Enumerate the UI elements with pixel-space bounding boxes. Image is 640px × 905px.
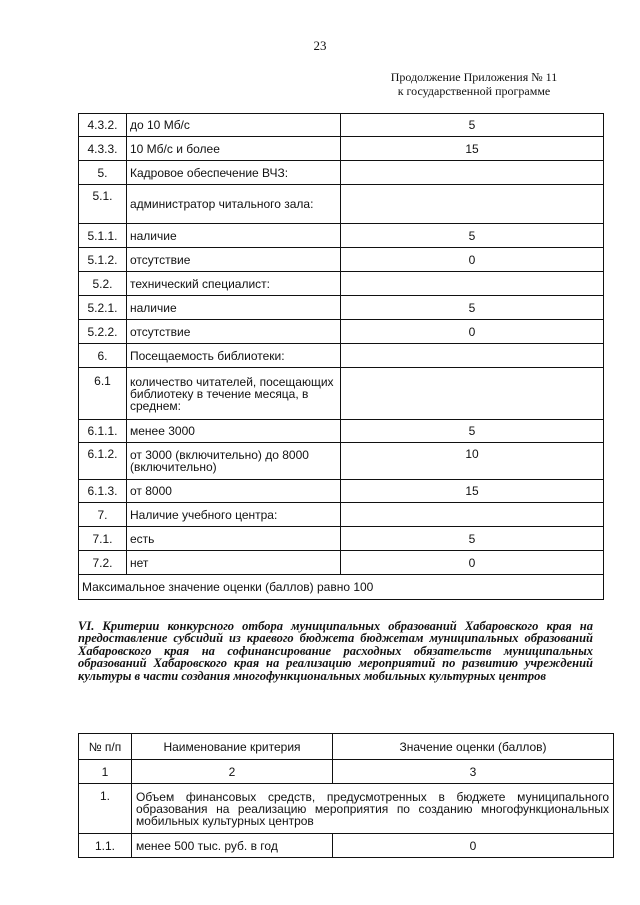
row-value (341, 161, 604, 185)
row-number: 5.1.1. (79, 224, 127, 248)
row-number: 5.2. (79, 272, 127, 296)
row-name: отсутствие (127, 248, 341, 272)
column-number-1: 1 (79, 760, 132, 784)
column-number-3: 3 (333, 760, 614, 784)
row-number: 1. (79, 784, 132, 834)
row-number: 1.1. (79, 834, 132, 858)
row-name: Кадровое обеспечение ВЧЗ: (127, 161, 341, 185)
row-number: 4.3.2. (79, 114, 127, 137)
row-name: отсутствие (127, 320, 341, 344)
row-name: менее 500 тыс. руб. в год (132, 834, 333, 858)
table-row (79, 224, 604, 248)
page-number: 23 (313, 38, 327, 53)
row-number: 5.1. (79, 185, 127, 224)
table-header-row (79, 734, 614, 760)
table-row (79, 272, 604, 296)
section-heading: VI. Критерии конкурсного отбора муниципальных образований Хабаровского края на предоставление субсидий из краевого бюджета бюджетам муниципальных образований Хабаровского края на софинансирование расходных обязательств муниципальных образований Хабаровского края на реализацию мероприятий по развитию учреждений культуры в части создания многофункциональных мобильных культурных центров (78, 619, 593, 683)
row-value: 0 (341, 551, 604, 575)
row-name: менее 3000 (127, 420, 341, 443)
row-number: 5.1.2. (79, 248, 127, 272)
max-score-note: Максимальное значение оценки (баллов) равно 100 (79, 575, 604, 600)
table-row (79, 344, 604, 368)
header-criterion: Наименование критерия (132, 734, 333, 760)
row-value: 15 (341, 480, 604, 503)
criteria-table-continued (78, 113, 604, 600)
row-criterion-text: Объем финансовых средств, предусмотренных в бюджете муниципального образования на реализацию мероприятия по созданию многофункциональных мобильных культурных центров (132, 784, 614, 834)
row-number: 5. (79, 161, 127, 185)
row-value: 5 (341, 420, 604, 443)
row-name: количество читателей, посещающих библиотеку в течение месяца, в среднем: (127, 368, 341, 420)
row-number: 6.1 (79, 368, 127, 420)
row-value: 5 (341, 224, 604, 248)
table-row (79, 368, 604, 420)
column-number-2: 2 (132, 760, 333, 784)
table-row (79, 527, 604, 551)
row-name: Наличие учебного центра: (127, 503, 341, 527)
row-number: 6.1.2. (79, 443, 127, 480)
header-number: № п/п (79, 734, 132, 760)
row-name: наличие (127, 224, 341, 248)
row-name: есть (127, 527, 341, 551)
table-row (79, 420, 604, 443)
table-row (79, 834, 614, 858)
table-row (79, 137, 604, 161)
row-value: 5 (341, 527, 604, 551)
table-row (79, 503, 604, 527)
row-number: 7. (79, 503, 127, 527)
mobile-centers-criteria-table (78, 733, 614, 858)
row-value: 15 (341, 137, 604, 161)
row-number: 6. (79, 344, 127, 368)
appendix-header (364, 70, 584, 98)
row-value: 5 (341, 296, 604, 320)
row-value: 0 (333, 834, 614, 858)
table-footer-row (79, 575, 604, 600)
row-number: 6.1.1. (79, 420, 127, 443)
row-value (341, 503, 604, 527)
table-row (79, 784, 614, 834)
row-value: 5 (341, 114, 604, 137)
table-row (79, 320, 604, 344)
appendix-header-line1: Продолжение Приложения № 11 (390, 70, 558, 84)
table-row (79, 161, 604, 185)
row-value (341, 272, 604, 296)
row-number: 5.2.2. (79, 320, 127, 344)
header-score: Значение оценки (баллов) (333, 734, 614, 760)
table-row (79, 443, 604, 480)
table-row (79, 185, 604, 224)
row-number: 4.3.3. (79, 137, 127, 161)
table-row (79, 114, 604, 137)
table-row (79, 480, 604, 503)
row-name: от 3000 (включительно) до 8000 (включительно) (127, 443, 341, 480)
row-value: 0 (341, 320, 604, 344)
row-value (341, 185, 604, 224)
row-name: от 8000 (127, 480, 341, 503)
row-value (341, 344, 604, 368)
row-name: технический специалист: (127, 272, 341, 296)
appendix-header-line2: к государственной программе (397, 84, 551, 98)
row-name: администратор читального зала: (127, 185, 341, 224)
row-name: до 10 Мб/с (127, 114, 341, 137)
table-row (79, 296, 604, 320)
column-number-row (79, 760, 614, 784)
row-value: 0 (341, 248, 604, 272)
row-number: 6.1.3. (79, 480, 127, 503)
row-name: наличие (127, 296, 341, 320)
row-number: 7.2. (79, 551, 127, 575)
row-name: нет (127, 551, 341, 575)
row-value (341, 368, 604, 420)
table-row (79, 248, 604, 272)
row-value: 10 (341, 443, 604, 480)
row-number: 5.2.1. (79, 296, 127, 320)
criteria-table-body (79, 114, 604, 600)
row-name: Посещаемость библиотеки: (127, 344, 341, 368)
row-name: 10 Мб/с и более (127, 137, 341, 161)
row-number: 7.1. (79, 527, 127, 551)
table-row (79, 551, 604, 575)
